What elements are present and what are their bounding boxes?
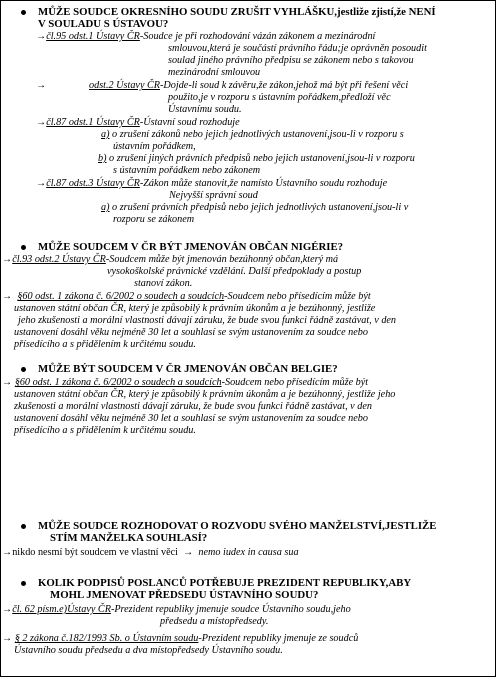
ref-2-1: →čl.93 odst.2 Ústavy ČR-Soudcem může být jmenován bezúhonný občan,který má bbox=[2, 254, 339, 265]
arrow-icon: → bbox=[2, 633, 13, 644]
ref-1-1: →čl.95 odst.1 Ústavy ČR-Soudce je při rozhodování vázán zákonem a mezinárodní bbox=[36, 31, 376, 42]
arrow-icon: → bbox=[36, 178, 47, 189]
ref-5-2-cont: Ústavního soudu předsedu a dva místopředsedy Ústavního soudu. bbox=[14, 645, 283, 656]
ref-1-4: →čl.87 odst.3 Ústavy ČR-Zákon může stanovit,že namísto Ústavního soudu rozhoduje bbox=[36, 178, 388, 189]
question-4-line-1: MŮŽE SOUDCE ROZHODOVAT O ROZVODU SVÉHO MANŽELSTVÍ,JESTLIŽE bbox=[38, 520, 437, 532]
ref-3-1: → §60 odst. 1 zákona č. 6/2002 o soudech a soudcích-Soudcem nebo přísedícím může být bbox=[2, 377, 369, 388]
ref-3-1-cont: zkušenosti a morální vlastnosti dávají záruku, že bude svou funkci řádně zastávat, v den bbox=[14, 401, 372, 412]
arrow-icon: → bbox=[2, 604, 13, 615]
ref-2-2-cont: přísedícího a s přidělením k určitému soudu. bbox=[14, 339, 196, 350]
ref-3-1-cont: přísedícího a s přidělením k určitému soudu. bbox=[14, 425, 196, 436]
item-b: b) o zrušení jiných právních předpisů nebo jejich ustanovení,jsou-li v rozporu bbox=[98, 153, 415, 164]
question-5-line-2: MOHL JMENOVAT PŘEDSEDU ÚSTAVNÍHO SOUDU? bbox=[50, 589, 319, 601]
ref-1-4-cont: Nejvyšší správní soud bbox=[169, 190, 258, 201]
ref-5-2: → § 2 zákona č.182/1993 Sb. o Ústavním soudu-Prezident republiky jmenuje ze soudců bbox=[2, 633, 359, 644]
arrow-icon: → bbox=[2, 377, 13, 388]
arrow-icon: → bbox=[36, 80, 47, 91]
ref-1-1-cont: smlouvou,která je součástí právního řádu;je oprávněn posoudit bbox=[168, 43, 427, 54]
item-a: a) o zrušení právních předpisů nebo jejich jednotlivých ustanovení,jsou-li v bbox=[101, 202, 409, 213]
bullet-icon bbox=[21, 10, 26, 15]
arrow-icon: → bbox=[36, 31, 47, 42]
ref-1-2: odst.2 Ústavy ČR-Dojde-li soud k závěru,že zákon,jehož má být při řešení věci bbox=[89, 80, 409, 91]
answer-4: →nikdo nesmí být soudcem ve vlastní věci → nemo iudex in causa sua bbox=[2, 547, 299, 558]
arrow-icon: → bbox=[183, 547, 194, 558]
arrow-icon: → bbox=[2, 547, 13, 558]
ref-2-1-cont: vysokoškolské právnické vzdělání. Další předpoklady a postup bbox=[107, 266, 362, 277]
ref-5-1: →čl. 62 písm.e)Ústavy ČR-Prezident republiky jmenuje soudce Ústavního soudu,jeho bbox=[2, 604, 351, 615]
bullet-icon bbox=[21, 524, 26, 529]
item-a-cont: rozporu se zákonem bbox=[113, 214, 195, 225]
question-3: MŮŽE BÝT SOUDCEM V ČR JMENOVÁN OBČAN BELGIE? bbox=[38, 363, 338, 375]
ref-1-2-cont: použito,je v rozporu s ústavním pořádkem,předloží věc bbox=[168, 92, 391, 103]
question-1-line-2: V SOULADU S ÚSTAVOU? bbox=[38, 18, 169, 30]
ref-2-2-cont: ustanoven státní občan ČR, který je způsobilý k právním úkonům a je bezúhonný, jestliže bbox=[14, 303, 376, 314]
question-5-line-1: KOLIK PODPISŮ POSLANCŮ POTŘEBUJE PREZIDENT REPUBLIKY,ABY bbox=[38, 577, 412, 589]
question-4-line-2: STÍM MANŽELKA SOUHLASÍ? bbox=[50, 532, 208, 544]
arrow-icon: → bbox=[2, 291, 13, 302]
arrow-icon: → bbox=[2, 254, 13, 265]
ref-2-2: → §60 odst. 1 zákona č. 6/2002 o soudech a soudcích-Soudcem nebo přísedícím může být bbox=[2, 291, 371, 302]
ref-3-1-cont: ustanoven státní občan ČR, který je způsobilý k právním úkonům a je bezúhonný, jestliže jeho bbox=[14, 389, 396, 400]
arrow-icon: → bbox=[36, 117, 47, 128]
item-b-cont: s ústavním pořádkem nebo zákonem bbox=[113, 165, 261, 176]
ref-2-2-cont: jeho zkušenosti a morální vlastnosti dávají záruku, že bude svou funkci řádně zastávat, v den bbox=[18, 315, 397, 326]
ref-3-1-cont: ustanovení dosáhl věku nejméně 30 let a souhlasí se svým ustanovením za soudce nebo bbox=[14, 413, 368, 424]
ref-2-2-cont: ustanovení dosáhl věku nejméně 30 let a souhlasí se svým ustanovením za soudce nebo bbox=[14, 327, 368, 338]
bullet-icon bbox=[21, 245, 26, 250]
ref-1-1-cont: soulad jiného právního předpisu se zákonem nebo s takovou bbox=[168, 55, 414, 66]
ref-1-2-cont: Ústavnímu soudu. bbox=[168, 104, 242, 115]
ref-1-1-cont: mezinárodní smlouvou bbox=[168, 67, 261, 78]
item-a: a) o zrušení zákonů nebo jejich jednotlivých ustanovení,jsou-li v rozporu s bbox=[101, 129, 404, 140]
ref-1-3: →čl.87 odst.1 Ústavy ČR-Ústavní soud rozhoduje bbox=[36, 117, 240, 128]
bullet-icon bbox=[21, 581, 26, 586]
ref-2-1-cont: stanoví zákon. bbox=[134, 278, 193, 289]
bullet-icon bbox=[21, 367, 26, 372]
ref-5-1-cont: předsedu a místopředsedy. bbox=[160, 616, 269, 627]
question-1-line-1: MŮŽE SOUDCE OKRESNÍHO SOUDU ZRUŠIT VYHLÁŠKU,jestliže zjistí,že NENÍ bbox=[38, 6, 436, 18]
question-2: MŮŽE SOUDCEM V ČR BÝT JMENOVÁN OBČAN NIGÉRIE? bbox=[38, 241, 344, 253]
item-a-cont: ústavním pořádkem, bbox=[113, 141, 196, 152]
